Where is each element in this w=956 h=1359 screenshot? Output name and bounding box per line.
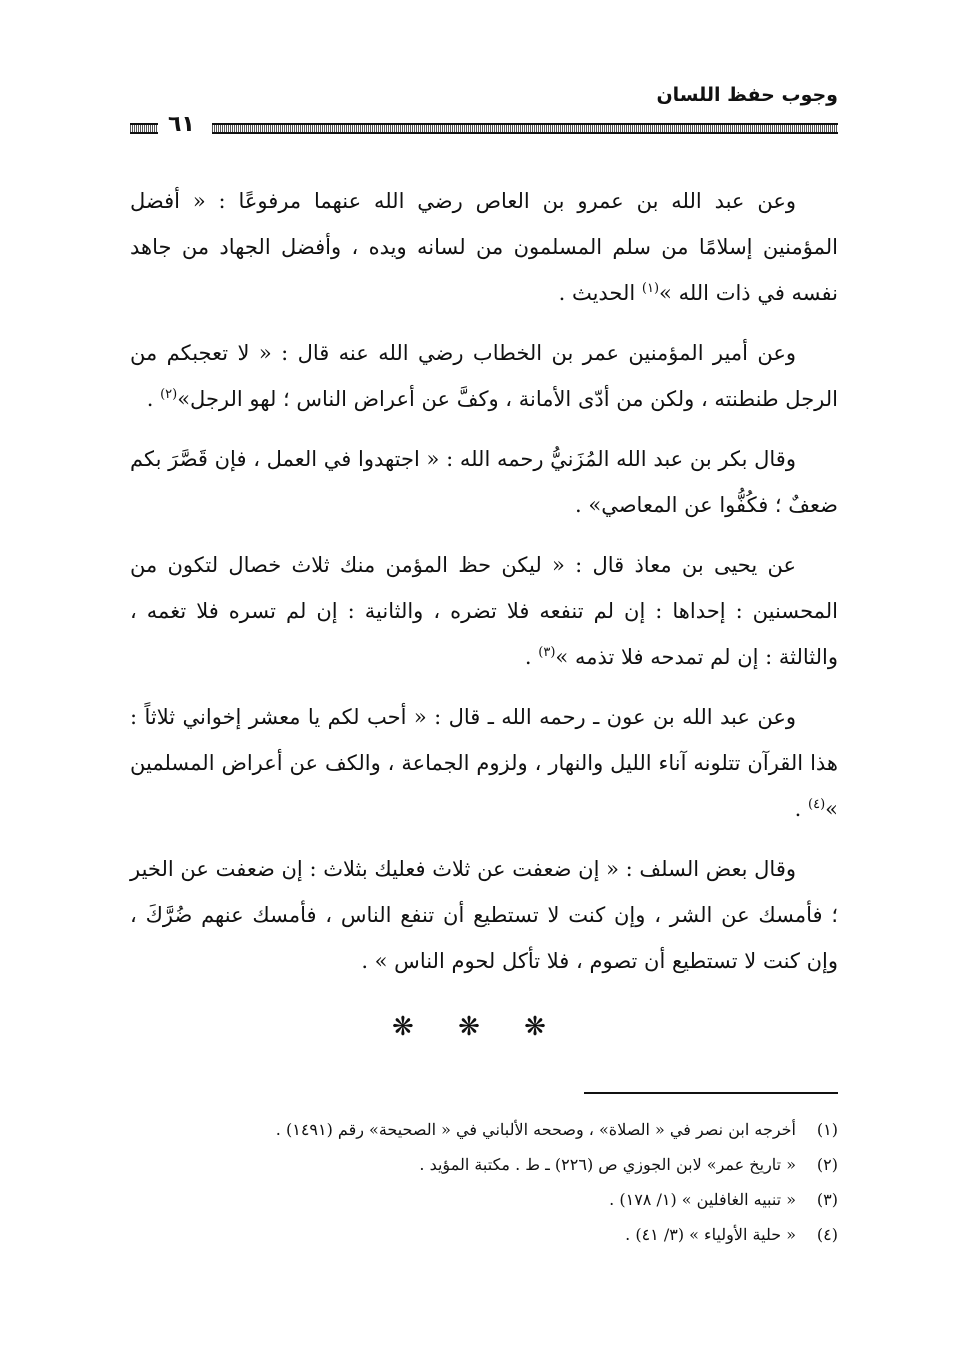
footnote-ref: (٤) [808,797,826,812]
running-header-title: وجوب حفظ اللسان [656,84,838,106]
footnote-ref: (٢) [160,387,178,402]
footnote-text: « تنبيه الغافلين » (١/ ١٧٨) . [609,1190,796,1209]
paragraph: وعن أمير المؤمنين عمر بن الخطاب رضي الله عنه قال : « لا تعجبكم من الرجل طنطنته ، ولكن من أدّى الأمانة ، وكفَّ عن أعراض الناس ؛ لهو الرجل»$^{(٢)}$ . [130,341,838,411]
header-rule-short [130,123,158,134]
paragraph: وقال بكر بن عبد الله المُزَنيُّ رحمه الله : « اجتهدوا في العمل ، فإن قَصَّرَ بكم ضعفٌ ؛ فكُفُّوا عن المعاصي» . [130,447,838,517]
paragraph: وقال بعض السلف : « إن ضعفت عن ثلاث فعليك بثلاث : إن ضعفت عن الخير ؛ فأمسك عن الشر ، وإن كنت لا تستطيع أن تنفع الناس ، فأمسك عنهم ضُرَّكَ ، وإن كنت لا تستطيع أن تصوم ، فلا تأكل لحوم الناس » . [130,857,838,973]
page-number: ٦١ [168,112,195,137]
footnote-number: (٢) [816,1155,838,1174]
footnote [130,1112,838,1147]
body-text [130,178,838,998]
paragraph: وعن عبد الله بن عمرو بن العاص رضي الله عنهما مرفوعًا : « أفضل المؤمنين إسلامًا من سلم المسلمون من لسانه ويده ، وأفضل الجهاد من جاهد نفسه في ذات الله »$^{(١)}$ الحديث . [130,189,838,305]
footnote-number: (١) [816,1120,838,1139]
footnote-ref: (١) [641,281,660,296]
footnote-rule [584,1092,838,1094]
paragraph: وعن عبد الله بن عون ـ رحمه الله ـ قال : « أحب لكم يا معشر إخواني ثلاثاً : هذا القرآن تتلونه آناء الليل والنهار ، ولزوم الجماعة ، والكف عن أعراض المسلمين »$^{(٤)}$ . [130,705,838,821]
footnote [130,1217,838,1252]
footnotes [130,1112,838,1252]
footnote-text: أخرجه ابن نصر في « الصلاة» ، وصححه الألباني في « الصحيحة» رقم (١٤٩١) . [275,1120,796,1139]
footnote [130,1182,838,1217]
footnote [130,1147,838,1182]
footnote-number: (٤) [816,1225,838,1244]
footnote-number: (٣) [816,1190,838,1209]
paragraph: عن يحيى بن معاذ قال : « ليكن حظ المؤمن منك ثلاث خصال لتكون من المحسنين : إحداها : إن لم تنفعه فلا تضره ، والثانية : إن لم تسره فلا تغمه ، والثالثة : إن لم تمدحه فلا تذمه »$^{(٣)}$ . [130,553,838,669]
footnote-text: « تاريخ عمر» لابن الجوزي ص (٢٢٦) ـ ط . مكتبة المؤيد . [419,1155,796,1174]
footnote-text: « حلية الأولياء » (٣/ ٤١) . [625,1225,796,1244]
header-rule [212,123,838,134]
section-separator: ❋ ❋ ❋ [392,1012,564,1042]
footnote-ref: (٣) [538,645,556,660]
